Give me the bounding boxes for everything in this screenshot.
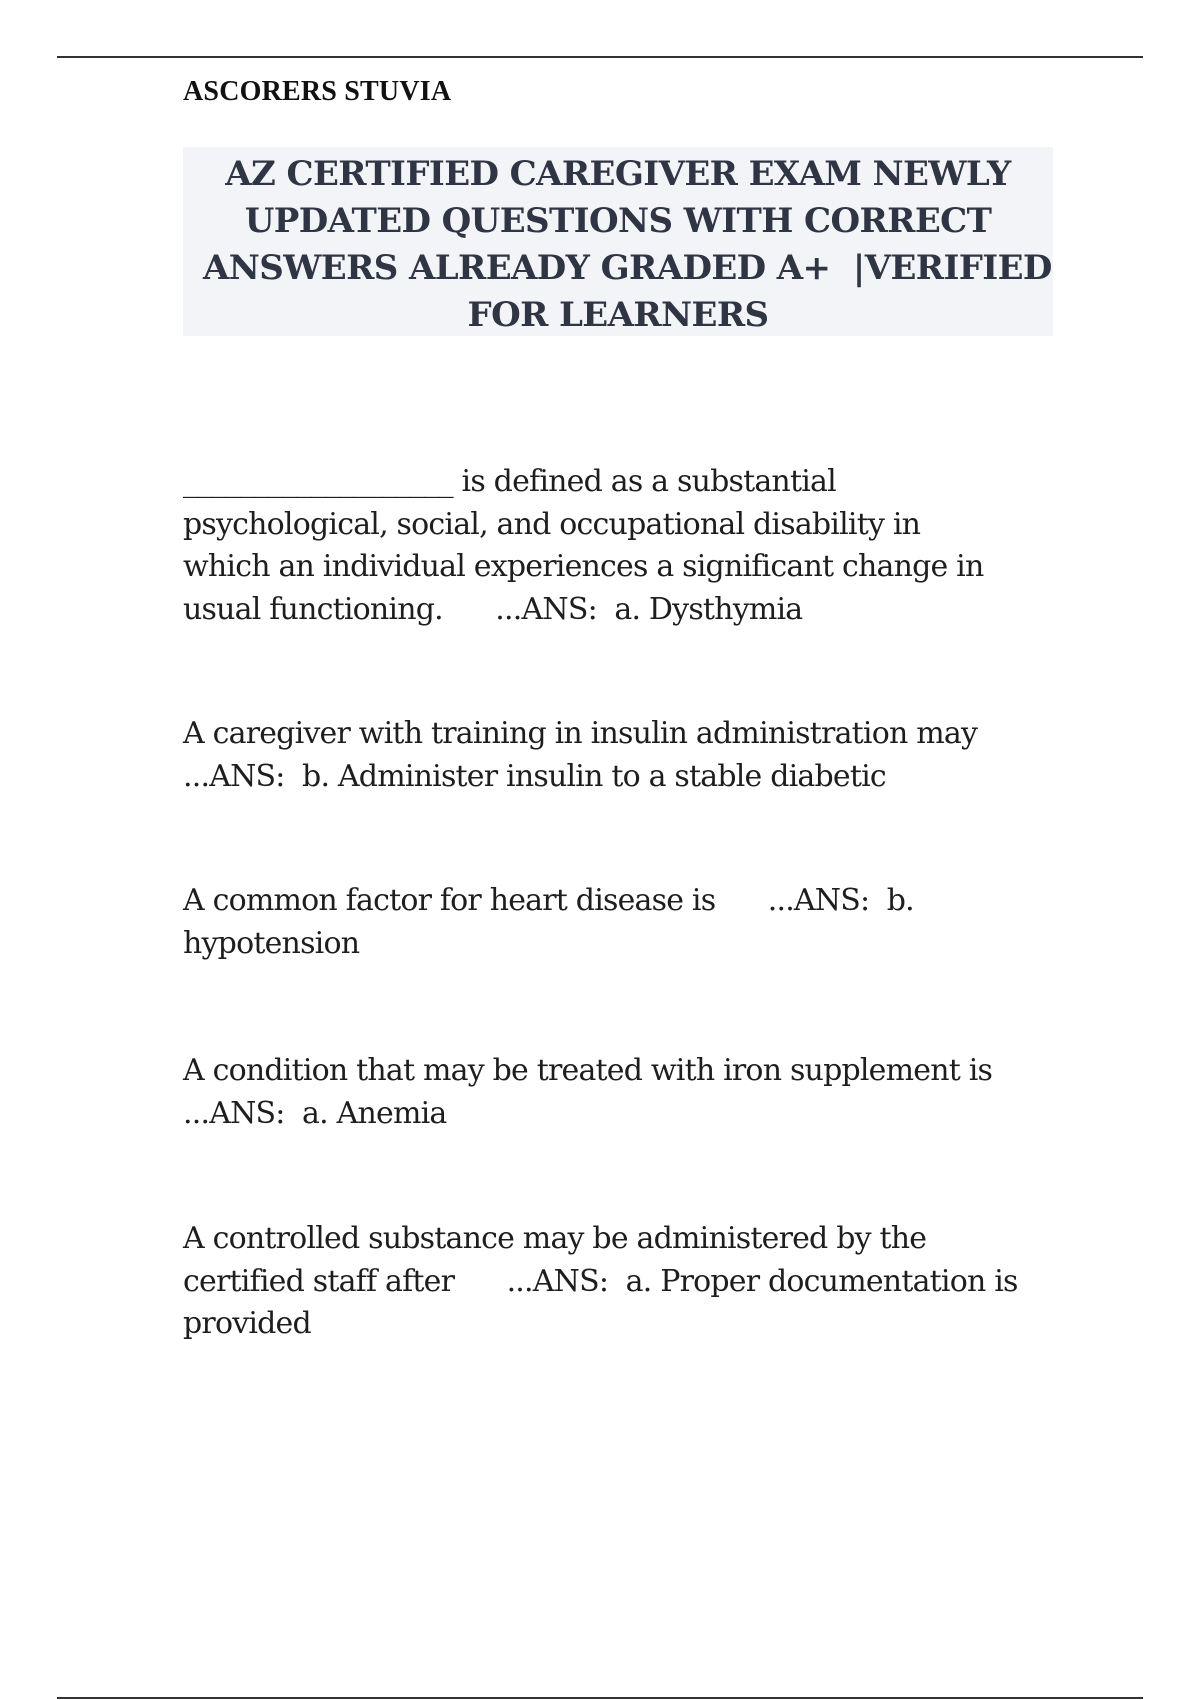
top-rule bbox=[57, 56, 1143, 58]
qa-item-3 bbox=[183, 880, 1063, 965]
qa-1-line-2: psychological, social, and occupational disability in bbox=[183, 506, 921, 542]
qa-item-2 bbox=[183, 713, 1063, 798]
qa-4-line-2: ...ANS: a. Anemia bbox=[183, 1095, 447, 1131]
title-line-4: FOR LEARNERS bbox=[467, 295, 769, 335]
title-line-3: ANSWERS ALREADY GRADED A+ |VERIFIED bbox=[203, 248, 1052, 288]
qa-3-line-1: A common factor for heart disease is ...ANS: b. bbox=[183, 883, 914, 918]
title-line-2: UPDATED QUESTIONS WITH CORRECT bbox=[244, 201, 992, 241]
qa-4-line-1: A condition that may be treated with iron supplement is bbox=[183, 1053, 993, 1088]
qa-5-line-1: A controlled substance may be administered by the bbox=[183, 1221, 927, 1256]
qa-item-5 bbox=[183, 1218, 1063, 1346]
qa-item-4 bbox=[183, 1050, 1063, 1135]
qa-5-line-2: certified staff after ...ANS: a. Proper documentation is bbox=[183, 1263, 1018, 1299]
title-box bbox=[183, 147, 1053, 336]
qa-item-1 bbox=[183, 461, 1063, 631]
qa-2-line-2: ...ANS: b. Administer insulin to a stable diabetic bbox=[183, 758, 886, 794]
qa-3-line-2: hypotension bbox=[183, 925, 360, 961]
qa-5-line-3: provided bbox=[183, 1306, 311, 1341]
header-label: ASCORERS STUVIA bbox=[183, 76, 452, 107]
qa-1-line-4: usual functioning. ...ANS: a. Dysthymia bbox=[183, 591, 803, 627]
title-line-1: AZ CERTIFIED CAREGIVER EXAM NEWLY bbox=[225, 154, 1011, 194]
qa-1-line-1: ___________________ is defined as a substantial bbox=[183, 464, 836, 499]
bottom-rule bbox=[57, 1697, 1143, 1699]
qa-2-line-1: A caregiver with training in insulin administration may bbox=[183, 716, 978, 751]
qa-1-line-3: which an individual experiences a significant change in bbox=[183, 549, 984, 584]
